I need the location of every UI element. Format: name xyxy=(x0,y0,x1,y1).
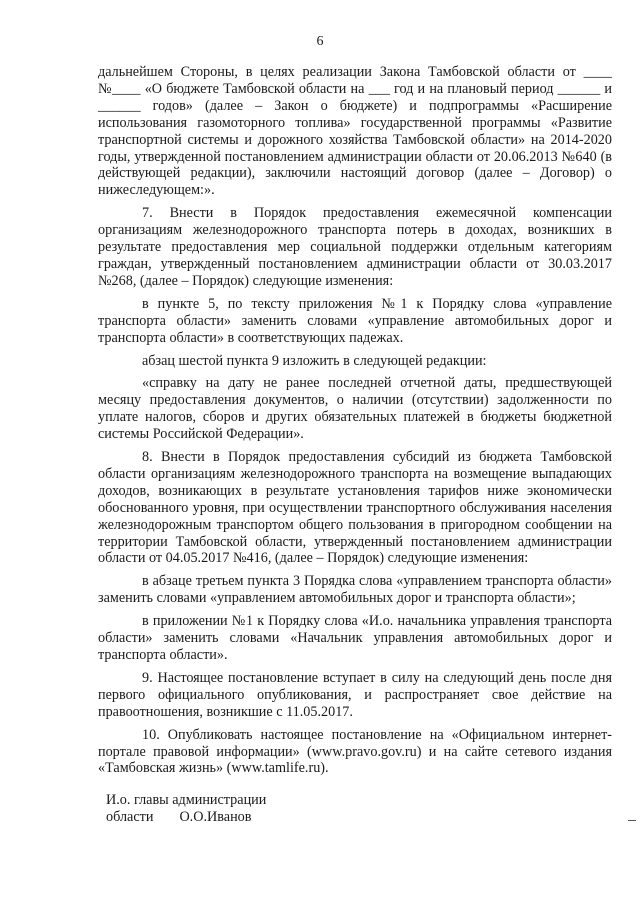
paragraph-item-8: 8. Внести в Порядок предоставления субсидий из бюджета Тамбовской области организациям железнодорожного транспорта на возмещение выпадающих доходов, возникающих в результате установления тарифов ниже экономически обоснованного уровня, при осуществлении транспортного обслуживания населения железнодорожным транспортом общего пользования в пригородном сообщении на территории Тамбовской области, утвержденный постановлением администрации области от 04.05.2017 №416, (далее – Порядок) следующие изменения: xyxy=(98,449,612,567)
paragraph-item-7-point-9-text: «справку на дату не ранее последней отчетной даты, предшествующей месяцу предоставления документов, о наличии (отсутствии) задолженности по уплате налогов, сборов и других обязательных платежей в бюджеты бюджетной системы Российской Федерации». xyxy=(98,375,612,443)
paragraph-item-7: 7. Внести в Порядок предоставления ежемесячной компенсации организациям железнодорожного транспорта потерь в доходах, возникших в результате предоставления мер социальной поддержки отдельным категориям граждан, утвержденный постановлением администрации области от 30.03.2017 №268, (далее – Порядок) следующие изменения: xyxy=(98,205,612,289)
paragraph-item-8-point-3: в абзаце третьем пункта 3 Порядка слова «управлением транспорта области» заменить словами «управлением автомобильных дорог и транспорта области»; xyxy=(98,573,612,607)
paragraph-item-8-appendix-1: в приложении №1 к Порядку слова «И.о. начальника управления транспорта области» заменить словами «Начальник управления автомобильных дорог и транспорта области». xyxy=(98,613,612,663)
signature-block xyxy=(106,792,266,826)
paragraph-contract-preamble: дальнейшем Стороны, в целях реализации Закона Тамбовской области от ____ №____ «О бюджете Тамбовской области на ___ год и на плановый период ______ и ______ годов» (далее – Закон о бюджете) и подпрограммы «Расширение использования газомоторного топлива» государственной программы «Развитие транспортной системы и дорожного хозяйства Тамбовской области» на 2014-2020 годы, утвержденной постановлением администрации области от 20.06.2013 №640 (в действующей редакции), заключили настоящий договор (далее – Договор) о нижеследующем:». xyxy=(98,64,612,199)
signatory-name: О.О.Иванов xyxy=(179,809,252,825)
signatory-title-line2: области xyxy=(106,809,154,825)
page-number: 6 xyxy=(316,34,324,49)
signatory-title-line1: И.о. главы администрации xyxy=(106,792,267,808)
edge-mark xyxy=(628,820,636,821)
paragraph-item-7-point-5: в пункте 5, по тексту приложения №1 к Порядку слова «управление транспорта области» заменить словами «управление автомобильных дорог и транспорта области» в соответствующих падежах. xyxy=(98,295,612,346)
paragraph-item-9: 9. Настоящее постановление вступает в силу на следующий день после дня первого официального опубликования, и распространяет свое действие на правоотношения, возникшие с 11.05.2017. xyxy=(98,669,612,720)
document-body xyxy=(98,64,612,783)
paragraph-item-10: 10. Опубликовать настоящее постановление на «Официальном интернет-портале правовой информации» (www.pravo.gov.ru) и на сайте сетевого издания «Тамбовская жизнь» (www.tamlife.ru). xyxy=(98,726,612,777)
paragraph-item-7-point-9-intro: абзац шестой пункта 9 изложить в следующей редакции: xyxy=(142,352,487,369)
